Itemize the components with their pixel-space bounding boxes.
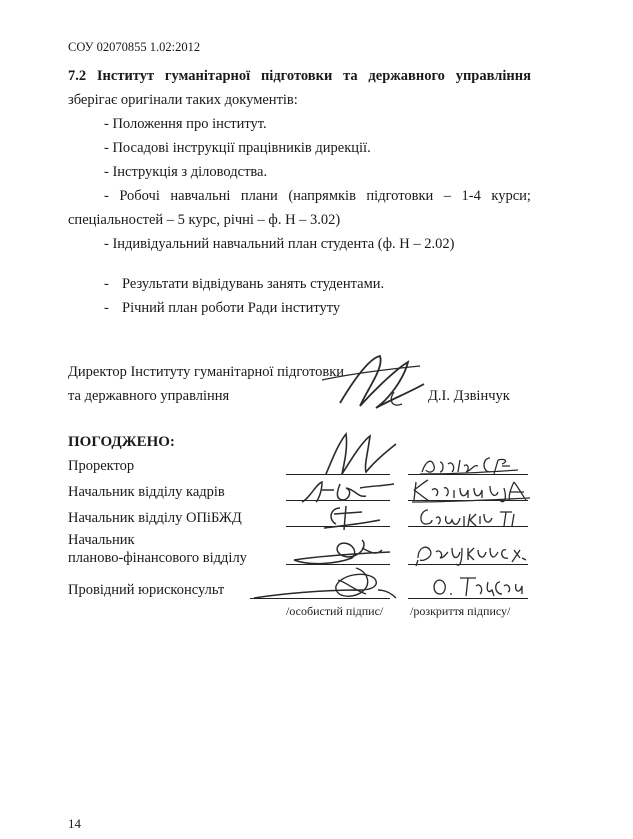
item-word: підготовки [366, 188, 434, 204]
handwritten-name-opibzhd [414, 504, 524, 530]
heading-word: управління [455, 68, 531, 84]
list-item: Результати відвідувань занять студентами. [122, 276, 385, 292]
section-heading-continuation: зберігає оригінали таких документів: [68, 92, 298, 108]
list-item: - Положення про інститут. [104, 116, 267, 132]
approver-title: Проректор [68, 458, 135, 474]
list-item-curricula [104, 188, 531, 205]
item-word: (напрямків [288, 188, 356, 204]
director-signature [320, 348, 430, 418]
list-item: - Посадові інструкції працівників дирекції. [104, 140, 371, 156]
director-name: Д.І. Дзвінчук [428, 388, 510, 404]
bullet: - [104, 276, 109, 292]
handwritten-name-finance [414, 538, 530, 566]
section-heading-line [68, 68, 531, 85]
item-word: – [443, 188, 452, 204]
item-word: Робочі [119, 188, 160, 204]
item-word: 1-4 [461, 188, 481, 204]
item-word: навчальні [170, 188, 231, 204]
list-item-continuation: спеціальностей – 5 курс, річні – ф. Н – 3.02) [68, 212, 341, 228]
approver-title: Начальник відділу ОПіБЖД [68, 510, 242, 526]
document-code: СОУ 02070855 1.02:2012 [68, 40, 201, 54]
signature-opibzhd [310, 502, 390, 532]
heading-word: державного [368, 68, 445, 84]
section-number: 7.2 [68, 68, 87, 84]
bullet: - [104, 300, 109, 316]
signature-prorector [320, 430, 400, 478]
heading-word: Інститут [96, 68, 155, 84]
list-item: - Індивідуальний навчальний план студента (ф. Н – 2.02) [104, 236, 455, 252]
caption-signature: /особистий підпис/ [286, 604, 384, 618]
approver-title: Провідний юрисконсульт [68, 582, 225, 598]
item-word: плани [240, 188, 278, 204]
director-title-line1: Директор Інституту гуманітарної підготовки [68, 364, 345, 380]
page-number: 14 [68, 816, 81, 831]
list-item: - Інструкція з діловодства. [104, 164, 268, 180]
handwritten-name-prorector [418, 452, 522, 478]
heading-word: підготовки [260, 68, 333, 84]
caption-name: /розкриття підпису/ [410, 604, 511, 618]
handwritten-name-hr [410, 476, 534, 506]
handwritten-name-legal [430, 572, 530, 600]
approver-title: Начальник [68, 532, 135, 548]
list-item: Річний план роботи Ради інституту [122, 300, 341, 316]
item-word: - [104, 188, 109, 204]
heading-word: гуманітарної [164, 68, 251, 84]
signature-legal [250, 560, 400, 606]
approval-heading: ПОГОДЖЕНО: [68, 434, 175, 450]
director-title-line2: та державного управління [68, 388, 230, 404]
heading-word: та [343, 68, 358, 84]
approver-title-cont: планово-фінансового відділу [68, 550, 247, 566]
approver-title: Начальник відділу кадрів [68, 484, 225, 500]
item-word: курси; [491, 188, 531, 204]
